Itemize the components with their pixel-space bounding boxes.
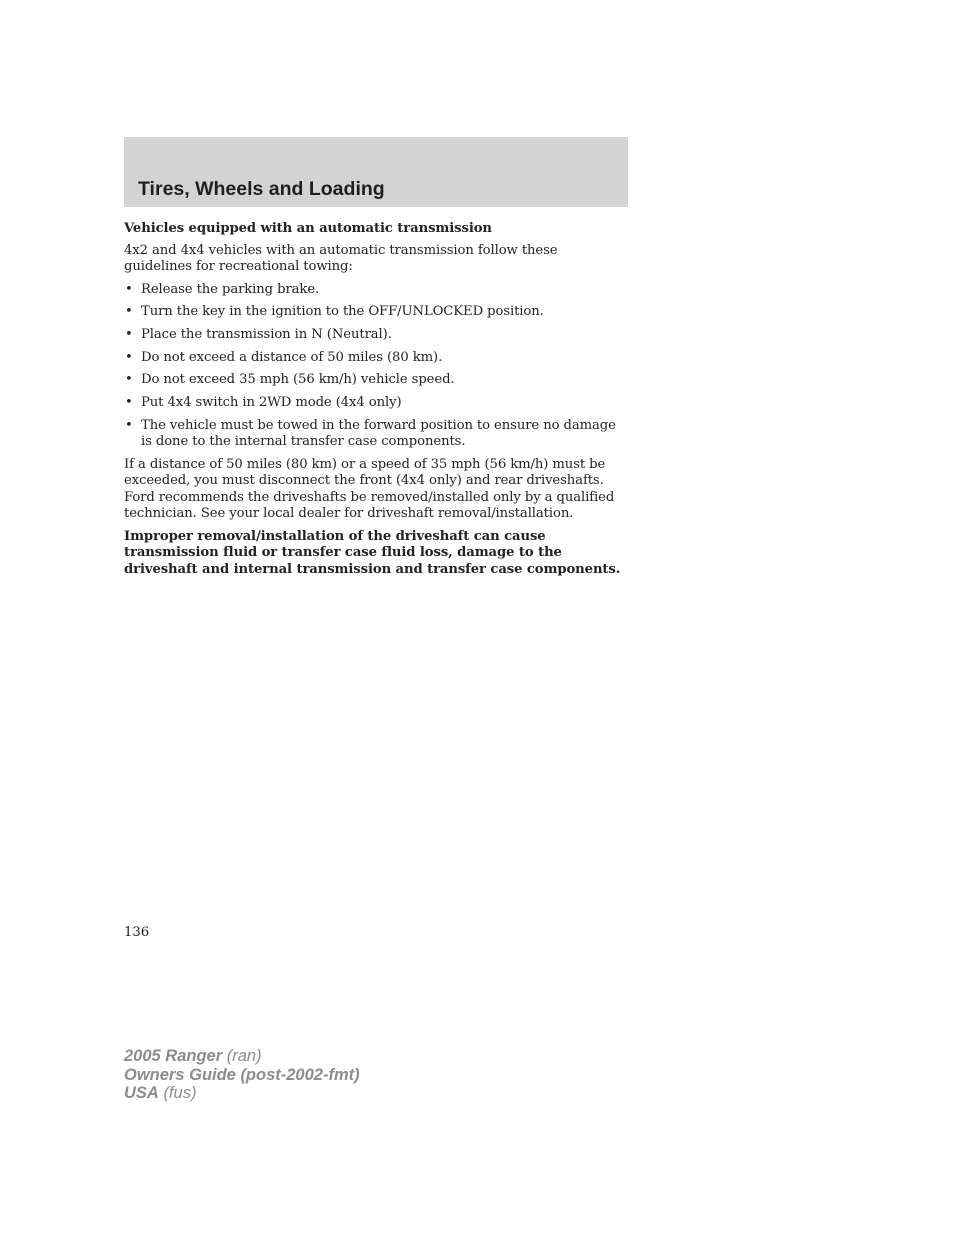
section-header-band [124, 137, 628, 207]
list-item-text: Do not exceed a distance of 50 miles (80 km). [141, 349, 443, 365]
footer-line-model [124, 1047, 360, 1066]
body-paragraph: If a distance of 50 miles (80 km) or a speed of 35 mph (56 km/h) must be exceeded, you must disconnect the front (4x4 only) and rear driveshafts. Ford recommends the driveshafts be removed/installed only by a qualified technician. See your local dealer for driveshaft removal/installation. [124, 456, 615, 522]
document-footer [124, 1047, 360, 1103]
bullet-icon: • [125, 349, 133, 365]
bullet-icon: • [125, 372, 133, 388]
subheading: Vehicles equipped with an automatic transmission [124, 221, 492, 236]
footer-guide: Owners Guide (post-2002-fmt) [124, 1065, 360, 1084]
bullet-icon: • [125, 326, 133, 342]
list-item [124, 372, 624, 389]
list-item [124, 327, 624, 344]
list-item-text: Turn the key in the ignition to the OFF/UNLOCKED position. [141, 304, 544, 320]
warning-text: Improper removal/installation of the driveshaft can cause transmission fluid or transfer case fluid loss, damage to the driveshaft and internal transmission and transfer case components. [124, 528, 621, 577]
bullet-icon: • [125, 281, 133, 297]
list-item-text: Put 4x4 switch in 2WD mode (4x4 only) [141, 394, 402, 410]
list-item [124, 350, 624, 367]
intro-paragraph: 4x2 and 4x4 vehicles with an automatic transmission follow these guidelines for recreational towing: [124, 242, 558, 274]
footer-line-guide [124, 1066, 360, 1085]
page-number: 136 [124, 925, 150, 940]
footer-model: 2005 Ranger [124, 1047, 223, 1065]
list-item-text: Do not exceed 35 mph (56 km/h) vehicle speed. [141, 372, 455, 388]
bullet-icon: • [125, 304, 133, 320]
footer-line-market [124, 1084, 360, 1103]
list-item [124, 418, 624, 451]
section-title: Tires, Wheels and Loading [138, 178, 385, 200]
towing-guidelines-list [124, 282, 624, 451]
page-content [124, 221, 624, 578]
list-item [124, 304, 624, 321]
bullet-icon: • [125, 394, 133, 410]
footer-market: USA [124, 1084, 159, 1102]
footer-model-code: (ran) [226, 1047, 262, 1065]
list-item [124, 282, 624, 299]
bullet-icon: • [125, 417, 133, 433]
list-item [124, 395, 624, 412]
list-item-text: Place the transmission in N (Neutral). [141, 326, 392, 342]
footer-market-code: (fus) [163, 1084, 197, 1102]
list-item-text: The vehicle must be towed in the forward position to ensure no damage is done to the internal transfer case components. [141, 417, 616, 450]
list-item-text: Release the parking brake. [141, 281, 320, 297]
